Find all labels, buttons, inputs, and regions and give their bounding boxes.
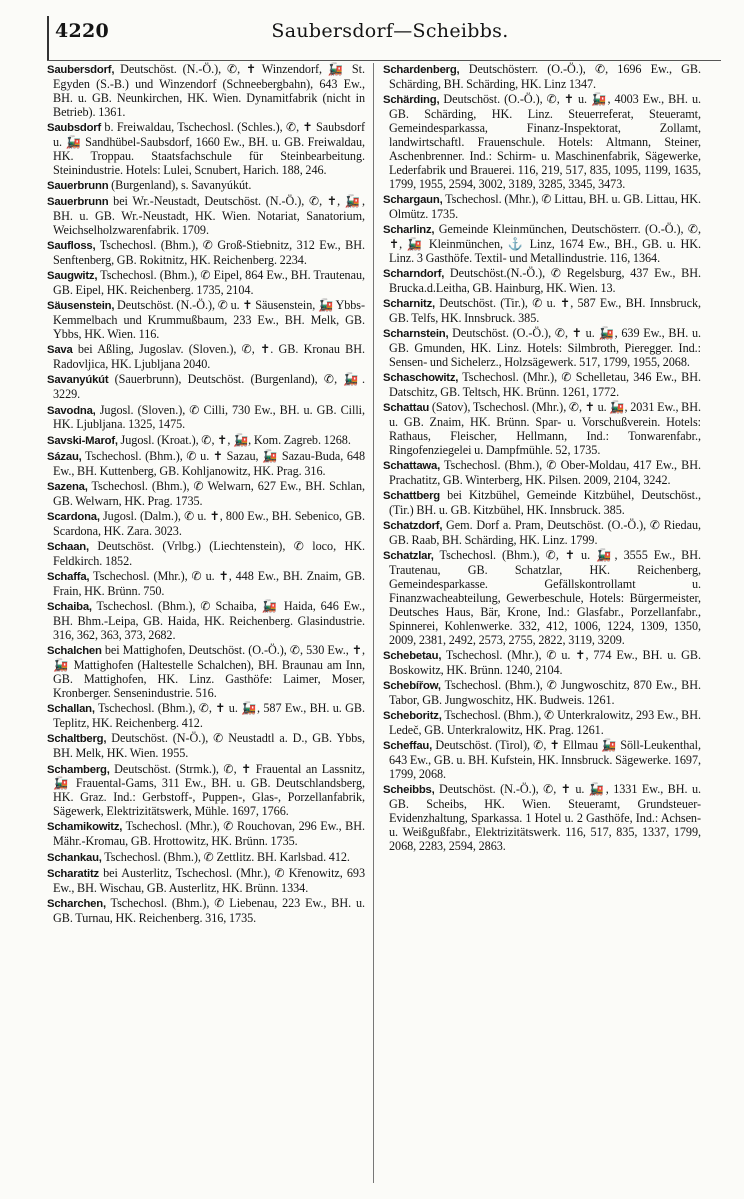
gazetteer-entry: [47, 510, 365, 539]
gazetteer-entry: [383, 193, 701, 222]
entry-headword: Scharndorf,: [383, 267, 445, 280]
gazetteer-entry: [383, 223, 701, 266]
entry-text: Tschechosl. (Mhr.), ✆ u. ✝, 774 Ew., BH. u. GB. Boskowitz, HK. Brünn. 1240, 2104.: [389, 648, 701, 678]
entry-text: (Satov), Tschechosl. (Mhr.), ✆, ✝ u. 🚂, 2031 Ew., BH. u. GB. Znaim, HK. Brünn. Spar- u. Vorschußverein. Hotels: Rathaus, Fleischer, Hellmann, Ind.: Tonwarenfabr., Ringofenziegelei u. Dampfmühle. 52, 1735.: [389, 400, 701, 457]
entry-text: Tschechosl. (Bhm.), ✆ Schaiba, 🚂 Haida, 646 Ew., BH. Bhm.-Leipa, GB. Haida, HK. Reichenberg. Glasindustrie. 316, 362, 363, 373, 2682.: [53, 599, 365, 643]
entry-text: bei Austerlitz, Tschechosl. (Mhr.), ✆ Křenowitz, 693 Ew., BH. Wischau, GB. Austerlitz, HK. Brünn. 1334.: [53, 865, 365, 895]
entry-headword: Sauerbrunn: [47, 179, 109, 192]
entry-text: b. Freiwaldau, Tschechosl. (Schles.), ✆, ✝ Saubsdorf u. 🚂 Sandhübel-Saubsdorf, 1660 Ew., BH. u. GB. Freiwaldau, HK. Troppau. Staatsfachschule für Steinbearbeitung. Steinindustrie. Hotels: Lulei, Scnubert, Harich. 188, 246.: [53, 119, 365, 177]
gazetteer-entry: [383, 297, 701, 326]
gazetteer-entry: [47, 480, 365, 509]
entry-text: Deutschösterr. (O.-Ö.), ✆, 1696 Ew., GB. Schärding, BH. Schärding, HK. Linz 1347.: [389, 62, 701, 91]
gazetteer-entry: [47, 867, 365, 896]
entry-headword: Sazena,: [47, 480, 88, 493]
page-header: [0, 14, 744, 48]
entry-headword: Sava: [47, 344, 73, 357]
entry-headword: Schargaun,: [383, 193, 443, 206]
gazetteer-entry: [47, 343, 365, 372]
entry-headword: Schattau: [383, 402, 430, 415]
entry-text: Gem. Dorf a. Pram, Deutschöst. (O.-Ö.), ✆ Riedau, GB. Raab, BH. Schärding, HK. Linz. 1799.: [389, 518, 701, 548]
gazetteer-entry: [47, 299, 365, 342]
entry-headword: Sauerbrunn: [47, 196, 109, 209]
gazetteer-entry: [47, 540, 365, 569]
entry-text: Gemeinde Kleinmünchen, Deutschösterr. (O.-Ö.), ✆, ✝, 🚂 Kleinmünchen, ⚓ Linz, 1674 Ew., BH., GB. u. HK. Linz. 3 Gasthöfe. Textil- und Metallindustrie. 116, 1364.: [389, 221, 701, 265]
entry-headword: Schalchen: [47, 645, 102, 658]
entry-headword: Scharnitz,: [383, 297, 435, 310]
entry-headword: Saufloss,: [47, 240, 96, 253]
entry-text: Tschechosl. (Bhm.), ✆ Groß-Stiebnitz, 312 Ew., BH. Senftenberg, GB. Rokitnitz, HK. Reichenberg. 2234.: [53, 238, 365, 267]
entry-text: Tschechosl. (Bhm.), ✆ Ober-Moldau, 417 Ew., BH. Prachatitz, GB. Winterberg, HK. Pilsen. 2009, 2104, 3242.: [389, 458, 701, 488]
entry-text: Tschechosl. (Bhm.), ✆ Zettlitz. BH. Karlsbad. 412.: [101, 849, 350, 864]
entry-text: Tschechosl. (Bhm.), ✆ Eipel, 864 Ew., BH. Trautenau, GB. Eipel, HK. Reichenberg. 1735, 2104.: [53, 268, 365, 298]
gazetteer-entry: [47, 644, 365, 701]
gazetteer-entry: [47, 121, 365, 178]
entry-headword: Scharlinz,: [383, 223, 435, 236]
entry-text: Tschechosl. (Mhr.), ✆ Rouchovan, 296 Ew., BH. Mähr.-Kromau, GB. Hrottowitz, HK. Brünn. 1735.: [53, 819, 365, 849]
entry-text: Deutschöst. (Tir.), ✆ u. ✝, 587 Ew., BH. Innsbruck, GB. Telfs, HK. Innsbruck. 385.: [389, 295, 701, 325]
entry-headword: Schattawa,: [383, 460, 441, 473]
running-title: Saubersdorf—Scheibbs.: [271, 20, 509, 42]
gazetteer-entry: [47, 373, 365, 402]
gazetteer-entry: [383, 649, 701, 678]
entry-text: Deutschöst. (O.-Ö.), ✆, ✝ u. 🚂, 639 Ew., BH. u. GB. Gmunden, HK. Linz. Hotels: Silmbroth, Pieregger. Ind.: Sensen- und Sichelerz., Holzsägewerk. 517, 1799, 1955, 2068.: [389, 326, 701, 369]
entry-headword: Schaschowitz,: [383, 372, 459, 385]
header-divider: [47, 60, 721, 61]
gazetteer-entry: [47, 897, 365, 926]
entry-text: Deutschöst. (Tirol), ✆, ✝ Ellmau 🚂 Söll-Leukenthal, 643 Ew., GB. u. BH. Kufstein, HK. Innsbruck. Sägewerke. 1697, 1799, 2068.: [389, 738, 701, 782]
entry-headword: Schebířow,: [383, 680, 441, 693]
entry-text: bei Wr.-Neustadt, Deutschöst. (N.-Ö.), ✆, ✝, 🚂, BH. u. GB. Wr.-Neustadt, HK. Wien. Notariat, Sanatorium, Weichselholzwarenfabrik. 1709.: [53, 194, 365, 237]
entry-headword: Schamikowitz,: [47, 821, 123, 834]
gazetteer-entry: [47, 404, 365, 433]
gazetteer-entry: [383, 709, 701, 738]
entry-text: Deutschöst. (N.-Ö.), ✆, ✝ Winzendorf, 🚂 St. Egyden (S.-B.) und Winzendorf (Schneebergbahn), 643 Ew., BH. u. GB. Neunkirchen, HK. Wien. Dynamitfabrik (nicht in Betrieb). 1361.: [53, 62, 365, 119]
entry-headword: Saubersdorf,: [47, 64, 115, 76]
entry-headword: Saubsdorf: [47, 121, 102, 134]
entry-text: Tschechosl. (Bhm.), ✆ u. ✝ Sazau, 🚂 Sazau-Buda, 648 Ew., BH. Kuttenberg, GB. Kohljanowitz, HK. Prag. 316.: [53, 448, 365, 478]
entry-headword: Scardona,: [47, 511, 100, 524]
entry-headword: Schaan,: [47, 541, 89, 554]
entry-headword: Schattberg: [383, 490, 441, 503]
entry-text: bei Aßling, Jugoslav. (Sloven.), ✆, ✝. GB. Kronau BH. Radovljica, HK. Ljubljana 2040.: [53, 342, 365, 372]
gazetteer-entry: [47, 450, 365, 479]
entry-headword: Schebetau,: [383, 650, 442, 663]
margin-rule: [47, 16, 49, 60]
entry-text: Tschechosl. (Bhm.), ✆ Welwarn, 627 Ew., BH. Schlan, GB. Welwarn, HK. Prag. 1735.: [53, 478, 365, 508]
entry-headword: Savski-Marof,: [47, 434, 118, 447]
entry-headword: Scharchen,: [47, 897, 106, 910]
gazetteer-entry: [47, 702, 365, 731]
entry-text: Tschechosl. (Bhm.), ✆ Unterkralowitz, 293 Ew., BH. Ledeč, GB. Unterkralowitz, HK. Prag. 1261.: [389, 708, 701, 738]
gazetteer-entry: [383, 371, 701, 400]
right-column: [383, 63, 701, 855]
gazetteer-entry: [383, 459, 701, 488]
gazetteer-entry: [47, 600, 365, 643]
entry-text: Tschechosl. (Mhr.), ✆ u. ✝, 448 Ew., BH. Znaim, GB. Frain, HK. Brünn. 750.: [53, 569, 365, 599]
entry-text: Deutschöst. (O.-Ö.), ✆, ✝ u. 🚂, 4003 Ew., BH. u. GB. Schärding, HK. Linz. Steuerreferat, Steueramt, Gemeindesparkassa, Finanz-Inspektorat, Zollamt, landwirtschaftl. Frauenschule. Hotels: Altmann, Steiner, Aschenbrenner. Ind.: Schirm- u. Maschinenfabrik, Sägewerke, Lederfabrik und Brauerei. 116, 219, 517, 835, 1095, 1199, 1635, 1799, 1955, 2594, 3002, 3189, 3285, 3345, 3473.: [389, 92, 701, 191]
gazetteer-entry: [383, 783, 701, 854]
entry-text: Tschechosl. (Bhm.), ✆ Jungwoschitz, 870 Ew., BH. Tabor, GB. Jungwoschitz, HK. Budweis. 1261.: [389, 678, 701, 708]
entry-text: Deutschöst. (N.-Ö.), ✆ u. ✝ Säusenstein, 🚂 Ybbs-Kemmelbach und Krummußbaum, 233 Ew., BH. Melk, GB. Ybbs, HK. Wien. 116.: [53, 298, 365, 342]
entry-headword: Scheboritz,: [383, 710, 442, 723]
page-number: 4220: [55, 20, 110, 42]
gazetteer-entry: [383, 401, 701, 458]
gazetteer-entry: [47, 763, 365, 820]
entry-text: Jugosl. (Kroat.), ✆, ✝, 🚂, Kom. Zagreb. 1268.: [117, 432, 351, 447]
gazetteer-entry: [47, 269, 365, 298]
gazetteer-entry: [47, 732, 365, 761]
entry-text: Tschechosl. (Mhr.), ✆ Schelletau, 346 Ew., BH. Datschitz, GB. Teltsch, HK. Brünn. 1261, 1772.: [389, 370, 701, 400]
entry-headword: Scharatitz: [47, 867, 99, 880]
entry-headword: Schaltberg,: [47, 733, 107, 746]
gazetteer-entry: [383, 549, 701, 647]
entry-text: Tschechosl. (Bhm.), ✆, ✝ u. 🚂, 587 Ew., BH. u. GB. Teplitz, HK. Reichenberg. 412.: [53, 701, 365, 731]
gazetteer-entry: [47, 179, 365, 194]
gazetteer-entry: [383, 93, 701, 191]
entry-headword: Schatzlar,: [383, 550, 434, 563]
entry-text: Tschechosl. (Mhr.), ✆ Littau, BH. u. GB. Littau, HK. Olmütz. 1735.: [389, 191, 701, 221]
entry-headword: Schallan,: [47, 703, 95, 716]
entry-headword: Sázau,: [47, 450, 82, 463]
gazetteer-entry: [383, 739, 701, 782]
entry-headword: Scheibbs,: [383, 784, 435, 797]
column-divider: [373, 63, 374, 1183]
gazetteer-entry: [47, 63, 365, 120]
entry-headword: Säusenstein,: [47, 300, 115, 313]
entry-headword: Schatzdorf,: [383, 520, 443, 533]
entry-headword: Savanyúkút: [47, 374, 109, 387]
entry-headword: Saugwitz,: [47, 270, 98, 283]
gazetteer-entry: [47, 434, 365, 449]
entry-headword: Schaffa,: [47, 571, 90, 584]
entry-text: (Burgenland), s. Savanyúkút.: [108, 177, 252, 192]
entry-text: Tschechosl. (Bhm.), ✆ Liebenau, 223 Ew., BH. u. GB. Turnau, HK. Reichenberg. 316, 1735.: [53, 895, 365, 925]
entry-text: bei Mattighofen, Deutschöst. (O.-Ö.), ✆, 530 Ew., ✝, 🚂 Mattighofen (Haltestelle Schalchen), BH. Braunau am Inn, GB. Mattighofen, HK. Linz. Gasthöfe: Laimer, Moser, Kronberger. Sensenindustrie. 516.: [53, 643, 365, 701]
entry-text: Jugosl. (Dalm.), ✆ u. ✝, 800 Ew., BH. Sebenico, GB. Scardona, HK. Zara. 3023.: [53, 509, 365, 538]
entry-text: Deutschöst. (Strmk.), ✆, ✝ Frauental an Lassnitz, 🚂 Frauental-Gams, 311 Ew., BH. u. GB. Deutschlandsberg, HK. Graz. Ind.: Gerbstoff-, Puppen-, Glas-, Porzellanfabrik, Sägewerk, Elektrizitätswerk, Mühle. 1697, 1766.: [53, 761, 365, 819]
entry-headword: Schamberg,: [47, 763, 110, 776]
gazetteer-entry: [383, 519, 701, 548]
gazetteer-entry: [47, 195, 365, 238]
gazetteer-entry: [383, 267, 701, 296]
entry-text: Deutschöst. (N-Ö.), ✆ Neustadtl a. D., GB. Ybbs, BH. Melk, HK. Wien. 1955.: [53, 731, 365, 761]
gazetteer-entry: [47, 851, 365, 866]
entry-text: Jugosl. (Sloven.), ✆ Cilli, 730 Ew., BH. u. GB. Cilli, HK. Ljubljana. 1325, 1475.: [53, 402, 365, 432]
entry-text: Deutschöst.(N.-Ö.), ✆ Regelsburg, 437 Ew., BH. Brucka.d.Leitha, GB. Hainburg, HK. Wien. 13.: [389, 265, 701, 295]
gazetteer-entry: [47, 820, 365, 849]
gazetteer-entry: [47, 239, 365, 268]
entry-headword: Savodna,: [47, 404, 96, 417]
entry-text: Tschechosl. (Bhm.), ✆, ✝ u. 🚂, 3555 Ew., BH. Trautenau, GB. Schatzlar, HK. Reichenberg, Gemeindesparkasse. Gefällskontrollamt u. Finanzwacheabteilung, Gewerbeschule, Hotels: Bürgermeister, Deutsches Haus, Bär, Krone, Ind.: Glasfabr., Porzellanfabr., Spinnerei, Kohlenwerke. 332, 412, 1006, 1224, 1309, 1350, 2009, 2381, 2492, 2573, 2755, 2822, 3119, 3209.: [389, 548, 701, 647]
entry-headword: Schärding,: [383, 94, 440, 107]
entry-text: Deutschöst. (N.-Ö.), ✆, ✝ u. 🚂, 1331 Ew., BH. u. GB. Scheibs, HK. Wien. Steueramt, Grundsteuer-Evidenzhaltung, Sparkassa. 1 Hotel u. 2 Gasthöfe, Ind.: Achsen- u. Weißgußfabr., Elektrizitätswerk. 116, 517, 835, 1337, 1799, 2068, 2283, 2594, 2863.: [389, 782, 701, 854]
entry-text: bei Kitzbühel, Gemeinde Kitzbühel, Deutschöst., (Tir.) BH. u. GB. Kitzbühel, HK. Innsbruck. 385.: [389, 488, 701, 518]
entry-headword: Scheffau,: [383, 740, 433, 753]
gazetteer-entry: [383, 63, 701, 92]
entry-headword: Schankau,: [47, 851, 102, 864]
gazetteer-entry: [383, 327, 701, 370]
gazetteer-entry: [383, 679, 701, 708]
entry-headword: Schaiba,: [47, 601, 92, 614]
entry-text: (Sauerbrunn), Deutschöst. (Burgenland), ✆, 🚂. 3229.: [53, 372, 365, 402]
entry-headword: Schardenberg,: [383, 64, 460, 76]
entry-headword: Scharnstein,: [383, 328, 449, 341]
left-column: [47, 63, 365, 927]
gazetteer-entry: [47, 570, 365, 599]
entry-text: Deutschöst. (Vrlbg.) (Liechtenstein), ✆ loco, HK. Feldkirch. 1852.: [53, 539, 365, 569]
gazetteer-entry: [383, 489, 701, 518]
